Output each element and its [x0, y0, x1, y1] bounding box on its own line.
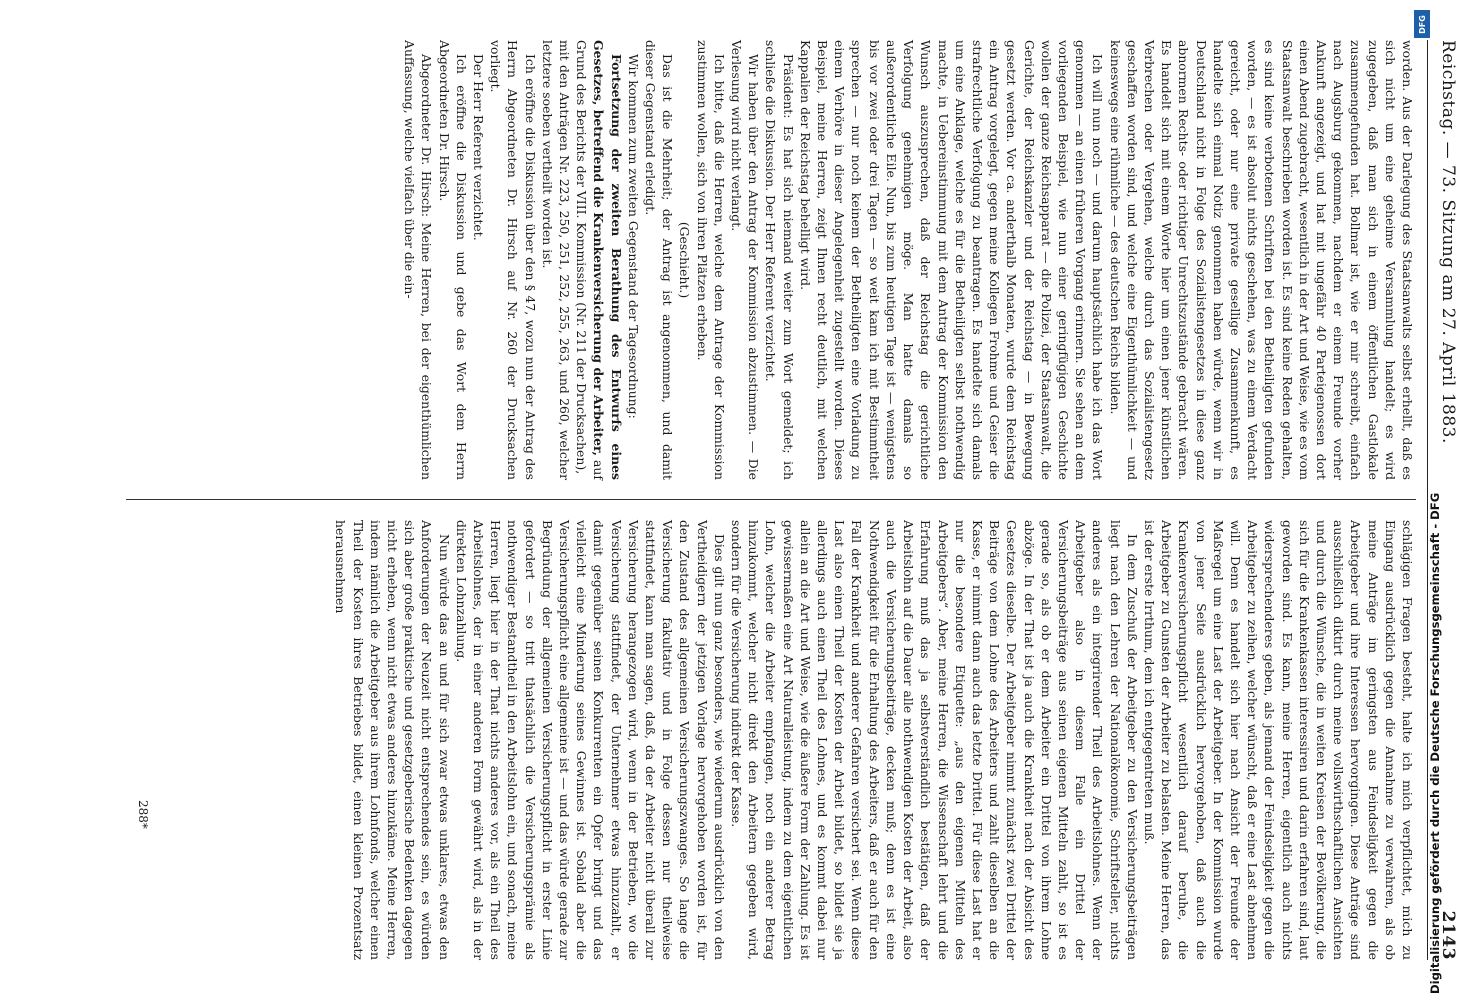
- paragraph: Nun würde das an und für sich zwar etwas unklares, etwas den Anforderungen der Neuzeit nicht entsprechendes sein, es würden sich aber große praktische und gesetzgeberische Bedenken dagegen nicht erheben, wenn nicht etwas anderes hinzukäme. Meine Herren, indem nämlich die Arbeitgeber aus ihrem Lohnfonds, welcher einen Theil der Kosten ihres Betriebes bildet, einen kleinen Prozentsatz herausnehmen: [333, 520, 452, 960]
- margin-notice: [1406, 4, 1442, 996]
- agenda-item: [573, 40, 625, 480]
- running-title: Reichstag. — 73. Sitzung am 27. April 1883.: [1438, 40, 1458, 444]
- paragraph: Ich eröffne die Diskussion über den § 47, wozu nun der Antrag des Herrn Abgeordneten Dr. Hirsch auf Nr. 260 der Drucksachen vorliegt.: [488, 40, 538, 480]
- paragraph: In dem Zuschuß der Arbeitgeber zu den Versicherungsbeiträgen liegt nach den Lehren der Nationalökonomie, Schriftsteller, nichts anderes als ein integrirender Theil des Arbeitslohnes. Wenn der Arbeitgeber also in diesem Falle ein Drittel der Versicherungsbeiträge aus seinen eigenen Mitteln zahlt, so ist es gerade so, als ob er dem Arbeiter ein Drittel von ihrem Lohne abzöge. In der That ist ja auch die Krankheit nach der Absicht des Gesetzes dieselbe. Der Arbeitgeber nimmt zunächst zwei Drittel der Beiträge von dem Lohne des Arbeiters und zahlt dieselben an die Kasse, er nimmt dann auch das letzte Drittel. Für diese Last hat er nur die besondere Etiquette: „aus den eigenen Mitteln des Arbeitgebers“. Aber, meine Herren, die Wissenschaft lehrt und die Erfahrung muß das ja selbstverständlich bestätigen, daß der Arbeitslohn auf die Dauer alle nothwendigen Kosten der Arbeit, also auch die Versicherungsbeiträge, decken muß; denn es ist eine Nothwendigkeit für die Erhaltung des Arbeiters, daß er auch für den Fall der Krankheit und anderer Gefahren versichert sei. Wenn diese Last also einen Theil der Kosten der Arbeit bildet, so bildet sie ja allerdings auch einen Theil des Lohnes, und es kommt dabei nur allein an die Art und Weise, wie die äußere Form der Zahlung. Es ist gewissermaßen eine Art Naturalleistung, indem zu dem eigentlichen Lohn, welcher die Arbeiter empfangen, noch ein anderer Betrag hinzukommt, welcher nicht direkt den Arbeitern gegeben wird, sondern für die Versicherung indirekt der Kasse.: [729, 520, 1140, 960]
- digitization-notice: Digitalisierung gefördert durch die Deutsche Forschungsgemeinschaft - DFG: [1428, 492, 1442, 994]
- paragraph: Das ist die Mehrheit; der Antrag ist angenommen, und damit dieser Gegenstand erledigt.: [643, 40, 676, 480]
- agenda-title: Fortsetzung der zweiten Berathung des Entwurfs eines Gesetzes, betreffend die Krankenversicherung der Arbeiter,: [591, 40, 624, 480]
- paragraph: [762, 40, 796, 480]
- paragraph: mit den Anträgen Nr. 223, 250, 251, 252, 255, 263, und 260, welcher letztere soeben vertheilt worden ist.: [539, 40, 573, 480]
- right-column: [126, 520, 1416, 960]
- signature-mark: 288*: [136, 800, 150, 829]
- paragraph: Ich eröffne die Diskussion und gebe das Wort dem Herrn Abgeordneten Dr. Hirsch.: [436, 40, 469, 480]
- text-columns: [126, 40, 1416, 960]
- paragraph: Der Herr Referent verzichtet.: [471, 54, 487, 241]
- page-number: 2143: [1438, 910, 1458, 960]
- paragraph: schlägigen Fragen besteht, halte ich mich verpflichtet, mich zu Eingang ausdrücklich gegen die Annahme zu verwahren, als ob meine Anträge im geringsten aus Feindseligkeit gegen die Arbeitgeber und ihre Interessen hervorgingen. Diese Anträge sind ausschließlich diktirt durch meine vollswirthschaftlichen Ansichten und durch die Wünsche, die in weiten Kreisen der Bevölkerung, die sich für die Krankenkassen interessiren und darin erfahren sind, laut geworden sind. Es kann, meine Herren, eigentlich auch nichts widersprechenderes geben, als jemand der Feindseligkeit gegen die Arbeitgeber zu zeihen, welcher wünscht, daß er eine Last abnehmen will. Denn es handelt sich hier nach Ansicht der Freunde der Maßregel um eine Last der Arbeitgeber. In der Kommission wurde von jener Seite ausdrücklich hervorgehoben, daß auch die Krankenversicherungspflicht wesentlich darauf beruhe, die Arbeitgeber zu Gunsten der Arbeiter zu belasten. Meine Herren, das ist der erste Irrthum, dem ich entgegentreten muß.: [1141, 520, 1415, 960]
- dfg-logo-label: DFG: [1417, 14, 1427, 34]
- paragraph: Ich bitte, daß die Herren, welche dem Antrage der Kommission zustimmen wollen, sich von ihren Plätzen erheben.: [694, 40, 727, 480]
- paragraph: worden. Aus der Darlegung des Staatsanwalts selbst erhellt, daß es sich nicht um eine geheime Versammlung handelt; es wird zugegeben, daß man sich in einem öffentlichen Gastlokale zusammengefunden hat. Bollmar ist, wie er mir schreibt, einfach nach Augsburg gekommen, nachdem er einem Freunde vorher Ankunft angezeigt, und hat mit ungefähr 40 Parteigenossen dort einen Abend zugebracht, wesentlich in der Art und Weise, wie es vom Staatsanwalt beschrieben worden ist. Es sind keine Reden gehalten, es sind keine verbotenen Schriften bei den Betheiligten gefunden worden, — es ist absolut nichts geschehen, was zu einem Verdacht gereicht, oder nur eine private gesellige Zusammenkunft, es handelte sich einmal Notiz genommen haben würde, wenn wir in Deutschland nicht in Folge des Sozialistengesetzes in diese ganz abnormen Rechts- oder richtiger Unrechtszustände gebracht wären. Es handelt sich mit einem Worte hier um einen jener künstlichen Verbrechen oder Vergehen, welche durch das Sozialistengesetz geschaffen worden sind, und welche eine Eigenthümlichkeit — und keineswegs eine rühmliche — des deutschen Reichs bilden.: [1107, 40, 1415, 480]
- paragraph: Wir haben über den Antrag der Kommission abzustimmen. — Die Verlesung wird nicht verlangt.: [729, 40, 762, 480]
- agenda-reference: auf Grund des Berichts der VIII. Kommission (Nr. 211 der Drucksachen),: [574, 40, 607, 480]
- column-divider: [126, 499, 1416, 500]
- stage-direction: (Geschieht.): [677, 221, 693, 299]
- paragraph: Abgeordneter Dr. Hirsch: Meine Herren, bei der eigenthümlichen Auffassung, welche vielfach über die ein-: [402, 40, 435, 480]
- speaker-text: Präsident: Es hat sich niemand weiter zum Wort gemeldet; ich schließe die Diskussion. Der Herr Referent verzichtet.: [763, 40, 796, 480]
- left-column: [126, 40, 1416, 480]
- paragraph: Wir kommen zum zweiten Gegenstand der Tagesordnung:: [625, 54, 641, 419]
- paragraph: Dies gilt nun ganz besonders, wie wiederum ausdrücklich von den Vertheidigern der jetzigen Vorlage hervorgehoben worden ist, für den Zustand des allgemeinen Versicherungszwanges. So lange die Versicherung fakultativ und in Folge dessen nur theilweise stattfindet, kann man sagen, daß, da der Arbeiter nicht überall zur Versicherung herangezogen wird, wenn in der Betrieben, wo die Versicherung stattfindet, der Unternehmer etwas hinzuzahlt, er damit gegenüber seinen Konkurrenten ein Opfer bringt und das vielleicht eine Minderung seines Gewinnes ist. Sobald aber die Versicherungspflicht eine allgemeine ist — und das würde gerade zur Begründung der allgemeinen Versicherungspflicht in erster Linie gefordert — so tritt thatsächlich die Versicherungsprämie als nothwendiger Bestandtheil in den Arbeitslohn ein, und sonach, meine Herren, liegt hier in der That nichts anderes vor, als ein Theil des Arbeitslohnes, der in einer anderen Form gewährt wird, als in der direkten Lohnzahlung.: [453, 520, 727, 960]
- rotated-page: [116, 40, 1466, 960]
- paragraph: Ich will nun noch — und darum hauptsächlich habe ich das Wort genommen — an einen früheren Vorgang erinnern. Sie sehen an dem vorliegenden Beispiel, wie nun einer geringfügigen Geschichte wollen der ganze Reichsapparat — die Polizei, der Staatsanwalt, die Gerichte, der Reichskanzler und der Reichstag — in Bewegung gesetzt werden. Vor ca. anderthalb Monaten, wurde dem Reichstag ein Antrag vorgelegt, gegen meine Kollegen Frohme und Geiser die strafrechtliche Verfolgung zu beantragen. Es handelte sich damals um eine Anklage, welche es für die Betheiligten selbst nothwendig machte, in Uebereinstimmung mit dem Antrag der Kommission den Wunsch auszusprechen, daß der Reichstag die gerichtliche Verfolgung genehmigen möge. Man hatte damals so außerordentliche Eile. Nun, bis zum heutigen Tage ist — wenigstens bis vor zwei oder drei Tagen — so weit kam ich mit Bestimmtheit sprechen — nur noch keinem der Betheiligten eine Vorladung zu einem Verhöre in dieser Angelegenheit zugestellt worden. Dieses Beispiel, meine Herren, zeigt Ihnen recht deutlich, mit welchen Kappalien der Reichstag behelligt wird.: [797, 40, 1106, 480]
